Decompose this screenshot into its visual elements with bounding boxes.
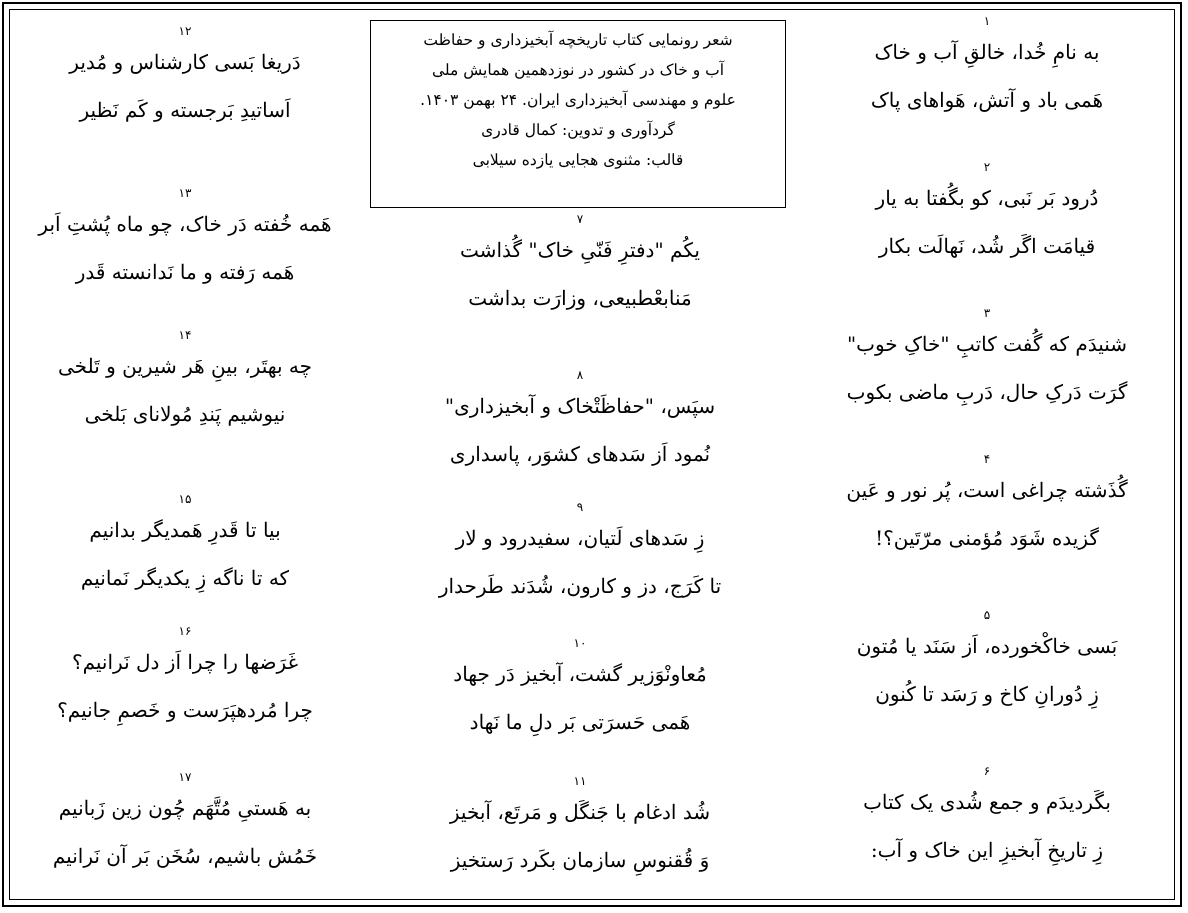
- verse-line: قیامَت اگَر شُد، نَهالَت بکار: [878, 234, 1096, 258]
- page-inner-border: [9, 9, 1175, 900]
- verse-line: دَریغا بَسی کارشناس و مُدیر: [69, 50, 301, 74]
- page-border: [2, 2, 1182, 907]
- verse-line: نُمود اَز سَدهای کشوَر، پاسداری: [449, 442, 711, 466]
- stanza-number: ۱: [983, 14, 991, 28]
- verse-line: چرا مُردهپَرَست و خَصمِ جانیم؟: [57, 698, 313, 722]
- verse-line: دُرود بَر نَبی، کو بگُفتا به یار: [875, 186, 1099, 210]
- stanza-number: ۱۵: [178, 492, 192, 506]
- stanza-number: ۱۴: [178, 328, 192, 342]
- stanza-11: [360, 774, 800, 884]
- verse-line: هَمه رَفته و ما نَدانسته قَدر: [75, 260, 295, 284]
- verse-line: زِ سَدهای لَتیان، سفیدرود و لار: [455, 526, 705, 550]
- stanza-15: [10, 492, 360, 602]
- verse-line: گزیده شَوَد مُؤمنی مرّتَین؟!: [875, 526, 1099, 550]
- verse-line: بَسی خاکْخورده، اَز سَنَد یا مُتون: [856, 634, 1118, 658]
- column-left: [10, 10, 360, 899]
- stanza-number: ۹: [576, 500, 584, 514]
- stanza-number: ۱۷: [178, 770, 192, 784]
- verse-line: هَمه خُفته دَر خاک، چو ماه پُشتِ اَبر: [38, 212, 332, 236]
- stanza-17: [10, 770, 360, 880]
- stanza-number: ۷: [576, 212, 584, 226]
- verse-line: شنیدَم که گُفت کاتبِ "خاکِ خوب": [846, 332, 1128, 356]
- stanza-13: [10, 186, 360, 296]
- info-line: آب و خاک در کشور در نوزدهمین همایش ملی: [431, 61, 725, 79]
- column-right: [800, 10, 1174, 899]
- verse-line: بگَردیدَم و جمع شُدی یک کتاب: [863, 790, 1111, 814]
- verse-line: گُذَشته چراغی است، پُر نور و عَین: [846, 478, 1128, 502]
- verse-line: وَ قُقنوسِ سازمان بکَرد رَستخیز: [450, 848, 710, 872]
- stanza-1: [800, 14, 1174, 124]
- stanza-9: [360, 500, 800, 610]
- verse-line: گرَت دَرکِ حال، دَربِ ماضی بکوب: [846, 380, 1128, 404]
- stanza-10: [360, 636, 800, 746]
- stanza-16: [10, 624, 360, 734]
- verse-line: که تا ناگه زِ یکدیگر نَمانیم: [80, 566, 290, 590]
- stanza-7: [360, 212, 800, 322]
- verse-line: مَنابعْطبیعی، وزارَت بداشت: [468, 286, 692, 310]
- info-line: گردآوری و تدوین: کمال قادری: [481, 121, 675, 139]
- stanza-number: ۵: [983, 608, 991, 622]
- stanza-number: ۱۱: [573, 774, 587, 788]
- verse-line: هَمی باد و آتش، هَواهای پاک: [870, 88, 1104, 112]
- verse-line: بیا تا قَدرِ هَمدیگر بدانیم: [89, 518, 281, 542]
- stanza-number: ۱۰: [573, 636, 587, 650]
- stanza-3: [800, 306, 1174, 416]
- verse-line: اَساتیدِ بَرجسته و کَم نَظیر: [79, 98, 291, 122]
- verse-line: هَمی حَسرَتی بَر دلِ ما نَهاد: [469, 710, 691, 734]
- verse-line: به نامِ خُدا، خالقِ آب و خاک: [874, 40, 1100, 64]
- verse-line: غَرَضها را چرا اَز دل نَرانیم؟: [71, 650, 299, 674]
- info-box: [370, 20, 786, 208]
- stanza-5: [800, 608, 1174, 718]
- verse-line: نیوشیم پَندِ مُولانای بَلخی: [84, 402, 286, 426]
- verse-line: چه بهتَر، بینِ هَر شیرین و تَلخی: [58, 354, 312, 378]
- verse-line: تا کَرَج، دز و کارون، شُدَند طَرحدار: [438, 574, 722, 598]
- stanza-4: [800, 452, 1174, 562]
- verse-line: زِ دُورانِ کاخ و رَسَد تا کُنون: [875, 682, 1099, 706]
- info-line: علوم و مهندسی آبخیزداری ایران. ۲۴ بهمن ۱۴۰۳.: [420, 91, 736, 109]
- stanza-number: ۲: [983, 160, 991, 174]
- stanza-12: [10, 24, 360, 134]
- stanza-8: [360, 368, 800, 478]
- verse-line: زِ تاریخِ آبخیزِ این خاک و آب:: [870, 838, 1104, 862]
- stanza-number: ۱۲: [178, 24, 192, 38]
- verse-line: خَمُش باشیم، سُخَن بَر آن نَرانیم: [52, 844, 318, 868]
- stanza-2: [800, 160, 1174, 270]
- stanza-number: ۶: [983, 764, 991, 778]
- stanza-number: ۸: [576, 368, 584, 382]
- stanza-number: ۱۳: [178, 186, 192, 200]
- stanza-6: [800, 764, 1174, 874]
- stanza-number: ۳: [983, 306, 991, 320]
- verse-line: یکُم "دفترِ فَنّیِ خاک" گُذاشت: [460, 238, 700, 262]
- verse-line: سپَس، "حفاظَتْخاک و آبخیزداری": [444, 394, 716, 418]
- info-line: شعر رونمایی کتاب تاریخچه آبخیزداری و حفاظت: [423, 31, 733, 49]
- verse-line: شُد ادغام با جَنگَل و مَرتَع، آبخیز: [449, 800, 711, 824]
- verse-line: به هَستیِ مُتَّهَم چُون زین زَبانیم: [58, 796, 312, 820]
- info-line: قالب: مثنوی هجایی یازده سیلابی: [472, 151, 684, 169]
- verse-line: مُعاونْوَزیر گشت، آبخیز دَر جهاد: [453, 662, 707, 686]
- stanza-number: ۱۶: [178, 624, 192, 638]
- stanza-14: [10, 328, 360, 438]
- stanza-number: ۴: [983, 452, 991, 466]
- column-middle: [360, 10, 800, 899]
